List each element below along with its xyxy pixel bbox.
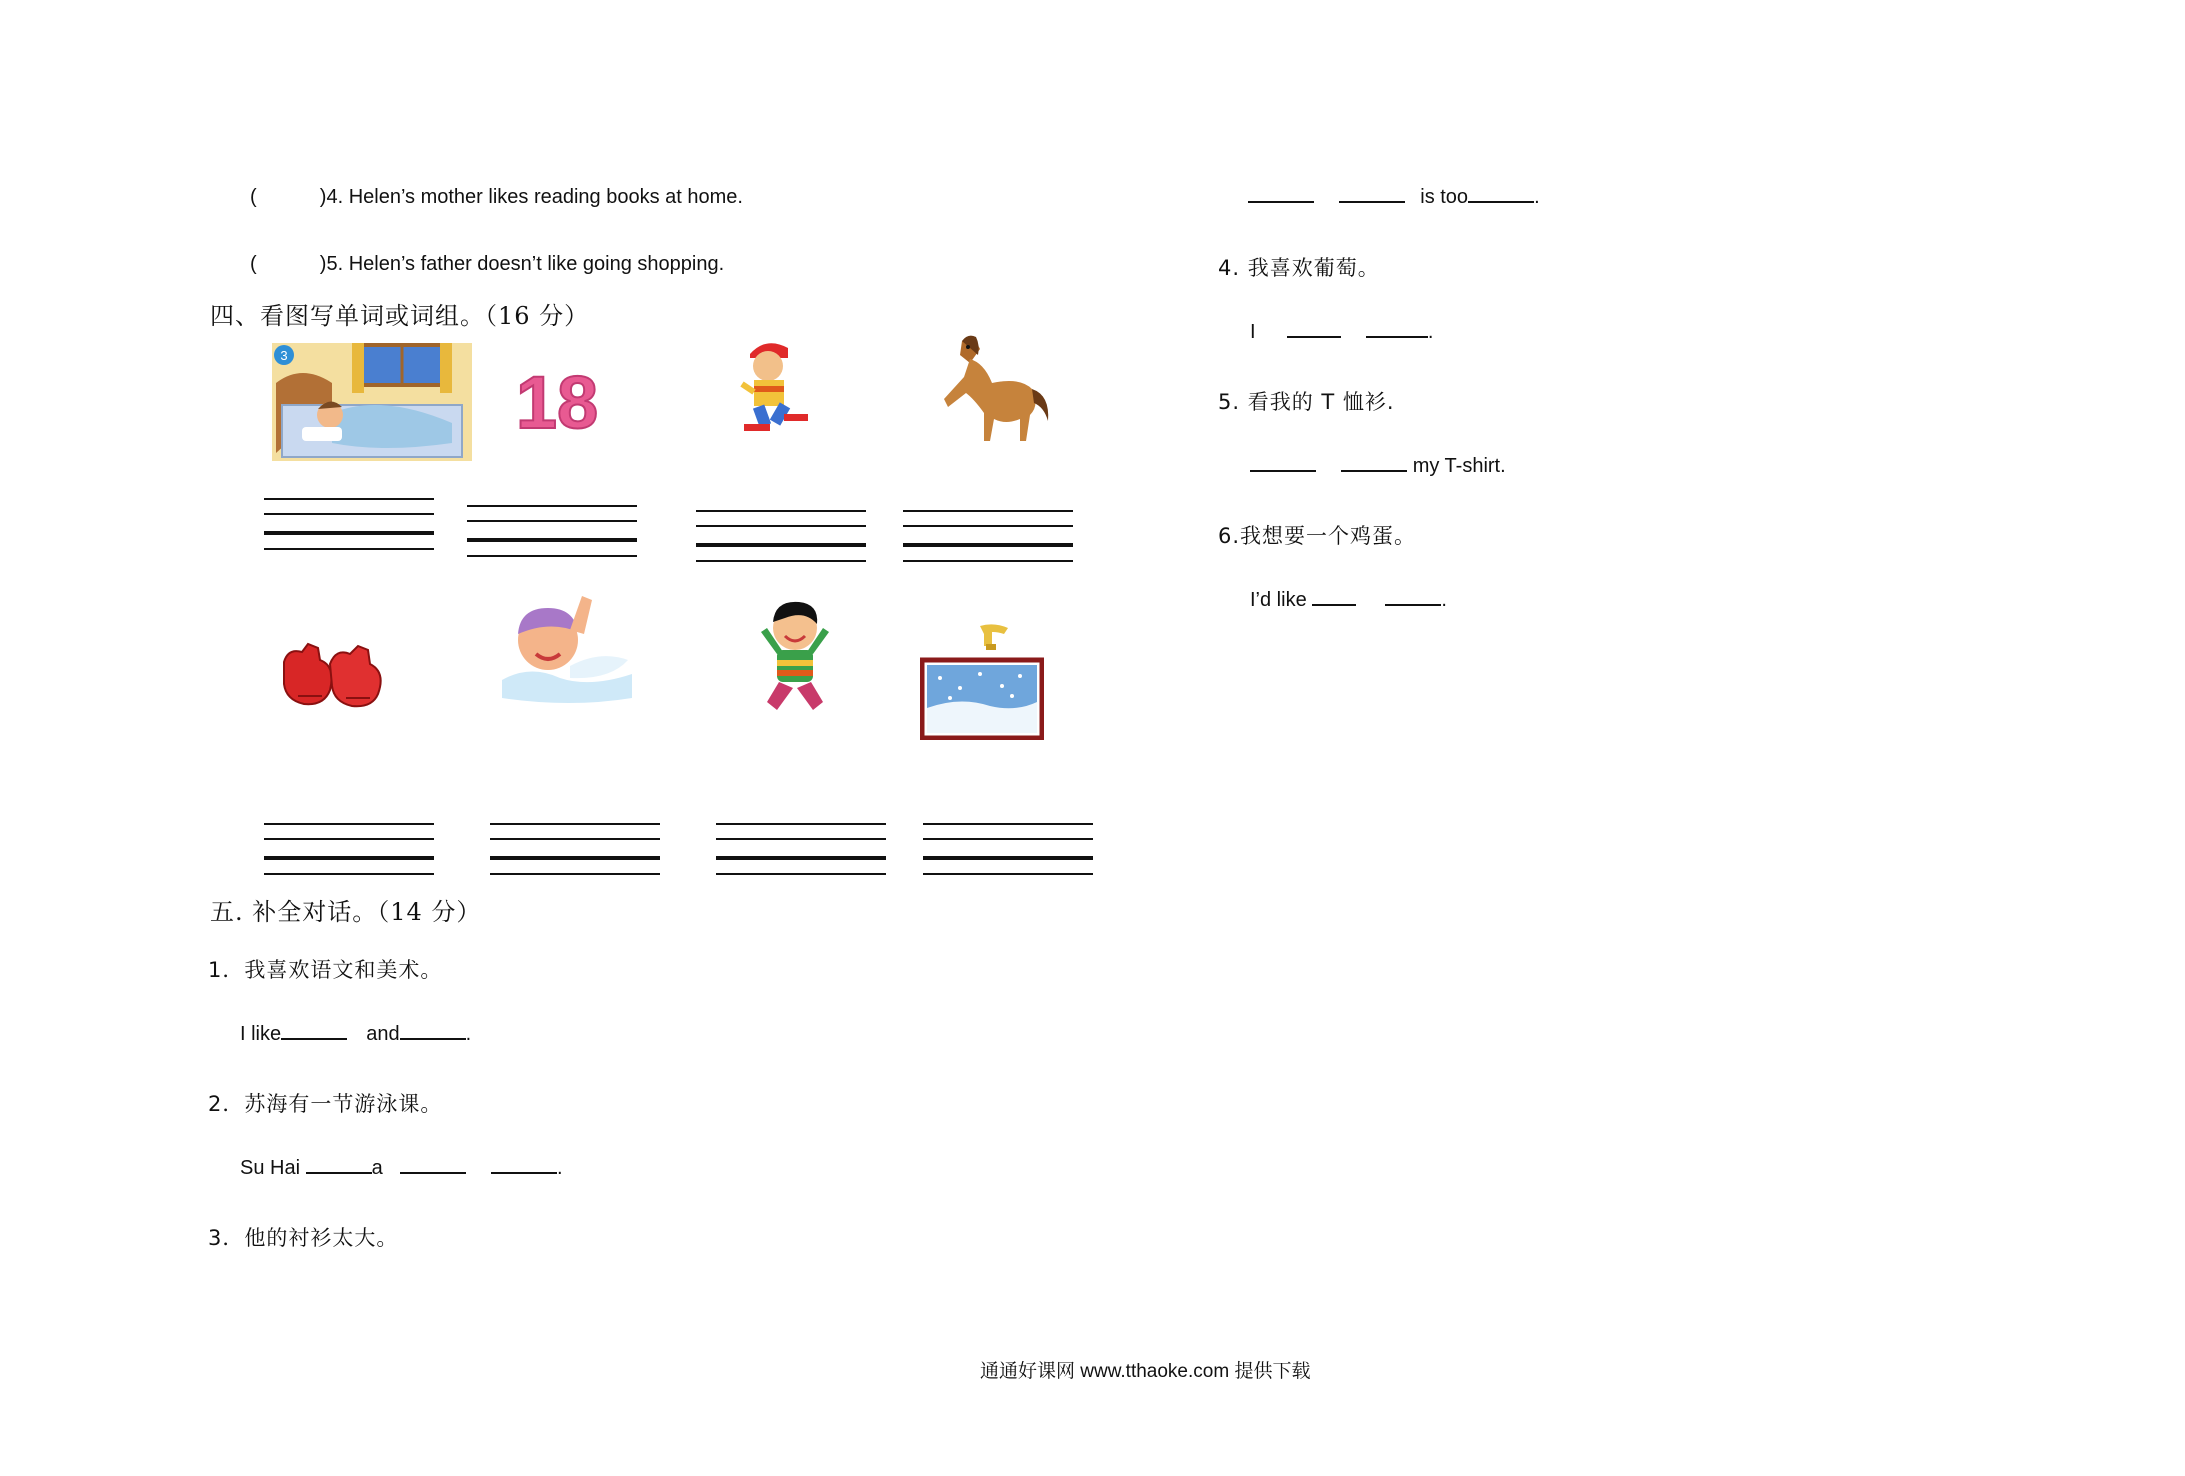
q5-row [250,253,724,276]
dialog-2-part-b: a [371,1157,383,1179]
dialog-3-prompt: 3．他的衬衫太大。 [208,1226,399,1250]
number-eighteen-picture [512,360,602,440]
dialog-6-prompt: 6.我想要一个鸡蛋。 [1218,524,1417,548]
dialog-5-prompt: 5. 看我的 T 恤衫. [1218,390,1395,414]
answer-lines-4[interactable] [903,510,1073,566]
q5-text: )5. Helen’s father doesn’t like going shopping. [319,253,725,275]
dialog-3-blank-3[interactable] [1468,200,1534,203]
horse-picture [940,333,1055,445]
dialog-4-blank-1[interactable] [1287,335,1341,338]
dialog-6-part-a: I’d like [1250,589,1307,611]
dialog-5-blank-1[interactable] [1250,469,1316,472]
dialog-4-prompt: 4. 我喜欢葡萄。 [1218,256,1380,280]
dialog-3-part-a: is too [1420,186,1469,208]
footer-source: 通通好课网 www.tthaoke.com 提供下载 [980,1361,1311,1382]
jumping-boy-picture [755,598,835,718]
dialog-4-blank-2[interactable] [1366,335,1428,338]
dialog-1-prompt: 1．我喜欢语文和美术。 [208,958,443,982]
dialog-1-part-a: I like [240,1023,282,1045]
dialog-6-end: . [1441,589,1447,611]
dialog-6-blank-2[interactable] [1385,603,1441,606]
dialog-1-answer [240,1023,471,1046]
dialog-2-blank-3[interactable] [491,1171,557,1174]
answer-lines-5[interactable] [264,823,434,879]
swimming-boy-picture [500,590,634,706]
answer-lines-6[interactable] [490,823,660,879]
dialog-2-part-a: Su Hai [240,1157,301,1179]
dialog-2-prompt: 2．苏海有一节游泳课。 [208,1092,443,1116]
dialog-5-answer [1250,455,1506,478]
dialog-2-blank-1[interactable] [306,1171,372,1174]
dialog-6-blank-1[interactable] [1312,603,1356,606]
answer-lines-8[interactable] [923,823,1093,879]
dialog-5-blank-2[interactable] [1341,469,1407,472]
answer-lines-7[interactable] [716,823,886,879]
q4-row [250,186,743,209]
dialog-6-answer [1250,589,1447,612]
dialog-2-end: . [556,1157,563,1179]
answer-lines-3[interactable] [696,510,866,566]
dialog-1-end: . [465,1023,472,1045]
gloves-picture [278,640,386,712]
dialog-3-end: . [1534,186,1540,208]
q5-paren: ( [250,253,257,275]
dialog-1-blank-1[interactable] [281,1037,347,1040]
section4-heading: 四、看图写单词或词组。（16 分） [210,302,590,330]
skating-boy-picture [730,336,820,444]
dialog-1-part-b: and [366,1023,400,1045]
badge-number: 3 [280,348,288,363]
q4-text: )4. Helen’s mother likes reading books at home. [319,186,743,208]
answer-lines-2[interactable] [467,505,637,561]
dialog-2-blank-2[interactable] [400,1171,466,1174]
dialog-3-blank-1[interactable] [1248,200,1314,203]
dialog-1-blank-2[interactable] [400,1037,466,1040]
dialog-3-answer [1248,186,1540,209]
answer-lines-1[interactable] [264,498,434,554]
dialog-4-answer [1250,321,1433,344]
number-eighteen-text: 18 [515,361,599,440]
snow-picture-frame [920,622,1044,740]
dialog-4-end: . [1427,321,1434,343]
dialog-2-answer [240,1157,563,1180]
q4-paren: ( [250,186,257,208]
dialog-5-part-a: my T-shirt. [1412,455,1506,477]
dialog-3-blank-2[interactable] [1339,200,1405,203]
sleeping-boy-picture [272,343,472,461]
section5-heading: 五. 补全对话。（14 分） [210,898,482,926]
dialog-4-part-a: I [1250,321,1256,343]
